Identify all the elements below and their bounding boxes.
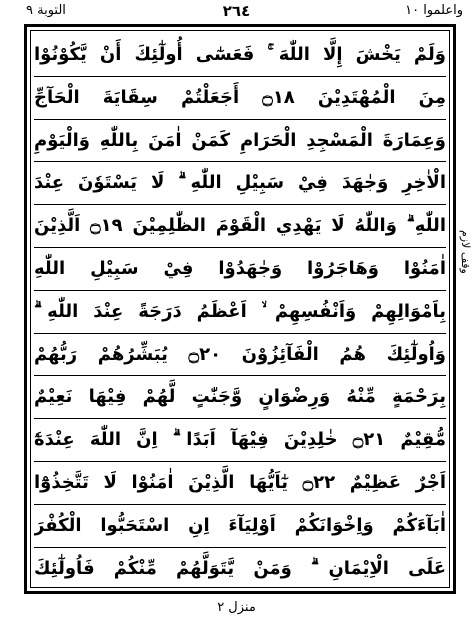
verse-line: اَجْرٌ عَظِيْمٌ ۝٢٢ يٰٓاَيُّهَا الَّذِيْنَ اٰمَنُوْا لَا تَتَّخِذُوْٓا (34, 472, 446, 493)
manzil-footer: منزل ٢ (217, 600, 256, 615)
margin-note: وقف لازم (459, 230, 472, 274)
juz-name: واعلموا ١٠ (405, 3, 463, 18)
verse-line: عَلَى الْاِيْمَانِ ۗ وَمَنْ يَّتَوَلَّهُمْ مِّنْكُمْ فَاُولٰٓئِكَ (34, 557, 446, 579)
verse-line: بِرَحْمَةٍ مِّنْهُ وَرِضْوَانٍ وَّجَنّٰتٍ لَّهُمْ فِيْهَا نَعِيْمٌ (34, 386, 446, 408)
verse-line: الْاٰخِرِ وَجٰهَدَ فِيْ سَبِيْلِ اللّٰهِ ۗ لَا يَسْتَوٗنَ عِنْدَ (34, 172, 446, 194)
page-header (0, 0, 473, 24)
surah-name: التوبة ٩ (26, 3, 66, 18)
verse-line: اٰمَنُوْا وَهَاجَرُوْا وَجٰهَدُوْا فِيْ سَبِيْلِ اللّٰهِ (34, 258, 446, 279)
verse-line: وَعِمَارَةَ الْمَسْجِدِ الْحَرَامِ كَمَنْ اٰمَنَ بِاللّٰهِ وَالْيَوْمِ (34, 129, 446, 151)
verse-line: وَاُولٰٓئِكَ هُمُ الْفَآئِزُوْنَ ۝٢٠ يُبَشِّرُهُمْ رَبُّهُمْ (34, 343, 446, 365)
page-number: ٢٦٤ (222, 2, 251, 20)
verse-line: مُّقِيْمٌ ۝٢١ خٰلِدِيْنَ فِيْهَآ اَبَدًا ۗ اِنَّ اللّٰهَ عِنْدَهٗٓ (34, 429, 446, 451)
verse-line: مِنَ الْمُهْتَدِيْنَ ۝١٨ أَجَعَلْتُمْ سِقَايَةَ الْحَآجِّ (34, 86, 446, 108)
verse-line: اٰبَآءَكُمْ وَاِخْوَانَكُمْ اَوْلِيَآءَ اِنِ اسْتَحَبُّوا الْكُفْرَ (34, 514, 446, 536)
verse-line: بِاَمْوَالِهِمْ وَاَنْفُسِهِمْ ۙ اَعْظَمُ دَرَجَةً عِنْدَ اللّٰهِ ۗ (34, 300, 446, 322)
verse-line: وَلَمْ يَخْشَ إِلَّا اللّٰهَ ۚ فَعَسٰٓى أُولٰٓئِكَ أَنْ يَّكُوْنُوْا (34, 44, 446, 65)
verse-line: اللّٰهِ ۗ وَاللّٰهُ لَا يَهْدِي الْقَوْمَ الظّٰلِمِيْنَ ۝١٩ اَلَّذِيْنَ (34, 215, 446, 237)
